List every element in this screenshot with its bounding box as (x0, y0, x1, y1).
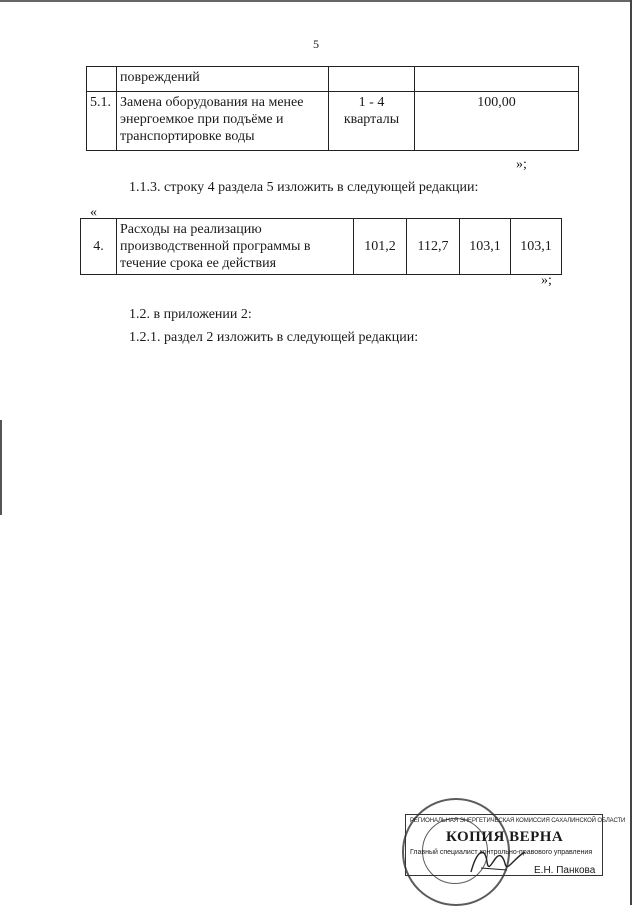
closing-quote: »; (516, 157, 527, 172)
table-row (87, 92, 579, 151)
opening-quote: « (90, 205, 97, 220)
scan-top-edge (0, 0, 632, 2)
paragraph-1-2-1: 1.2.1. раздел 2 изложить в следующей редакции: (129, 330, 419, 345)
value-cell (415, 67, 579, 92)
certification-stamp (397, 800, 629, 900)
period-cell (329, 67, 415, 92)
text-line: энергоемкое при подъёме и (120, 112, 284, 127)
text-line: производственной программы в (120, 239, 311, 254)
text-line: Расходы на реализацию (120, 222, 262, 237)
stamp-position: Главный специалист контрольно-правового управления (410, 849, 593, 856)
row-number-cell (87, 67, 117, 92)
scan-left-mark (0, 420, 2, 515)
value-cell: 100,00 (415, 92, 579, 151)
row-number-cell: 4. (81, 219, 117, 275)
stamp-name: Е.Н. Панкова (534, 865, 596, 876)
measures-table (86, 66, 579, 151)
text-line: течение срока ее действия (120, 256, 277, 271)
measure-text-cell: повреждений (117, 67, 329, 92)
page-number: 5 (313, 37, 319, 51)
closing-quote: »; (541, 273, 552, 288)
paragraph-1-1-3: 1.1.3. строку 4 раздела 5 изложить в следующей редакции: (129, 180, 479, 195)
handwritten-signature (467, 842, 527, 882)
value-cell: 101,2 (354, 219, 407, 275)
text-line: Замена оборудования на менее (120, 95, 304, 110)
row-number-cell: 5.1. (87, 92, 117, 151)
table-row (87, 67, 579, 92)
expense-text-cell (117, 219, 354, 275)
value-cell: 103,1 (511, 219, 562, 275)
stamp-title: КОПИЯ ВЕРНА (446, 829, 564, 845)
period-cell (329, 92, 415, 151)
measure-text-cell (117, 92, 329, 151)
text-line: транспортировке воды (120, 129, 255, 144)
table-row (81, 219, 562, 275)
value-cell: 103,1 (460, 219, 511, 275)
paragraph-1-2: 1.2. в приложении 2: (129, 307, 252, 322)
stamp-organization: РЕГИОНАЛЬНАЯ ЭНЕРГЕТИЧЕСКАЯ КОМИССИЯ САХАЛИНСКОЙ ОБЛАСТИ (410, 818, 626, 824)
value-cell: 112,7 (407, 219, 460, 275)
text-line: 1 - 4 (358, 95, 385, 110)
expenses-table (80, 218, 562, 275)
text-line: кварталы (343, 112, 400, 127)
